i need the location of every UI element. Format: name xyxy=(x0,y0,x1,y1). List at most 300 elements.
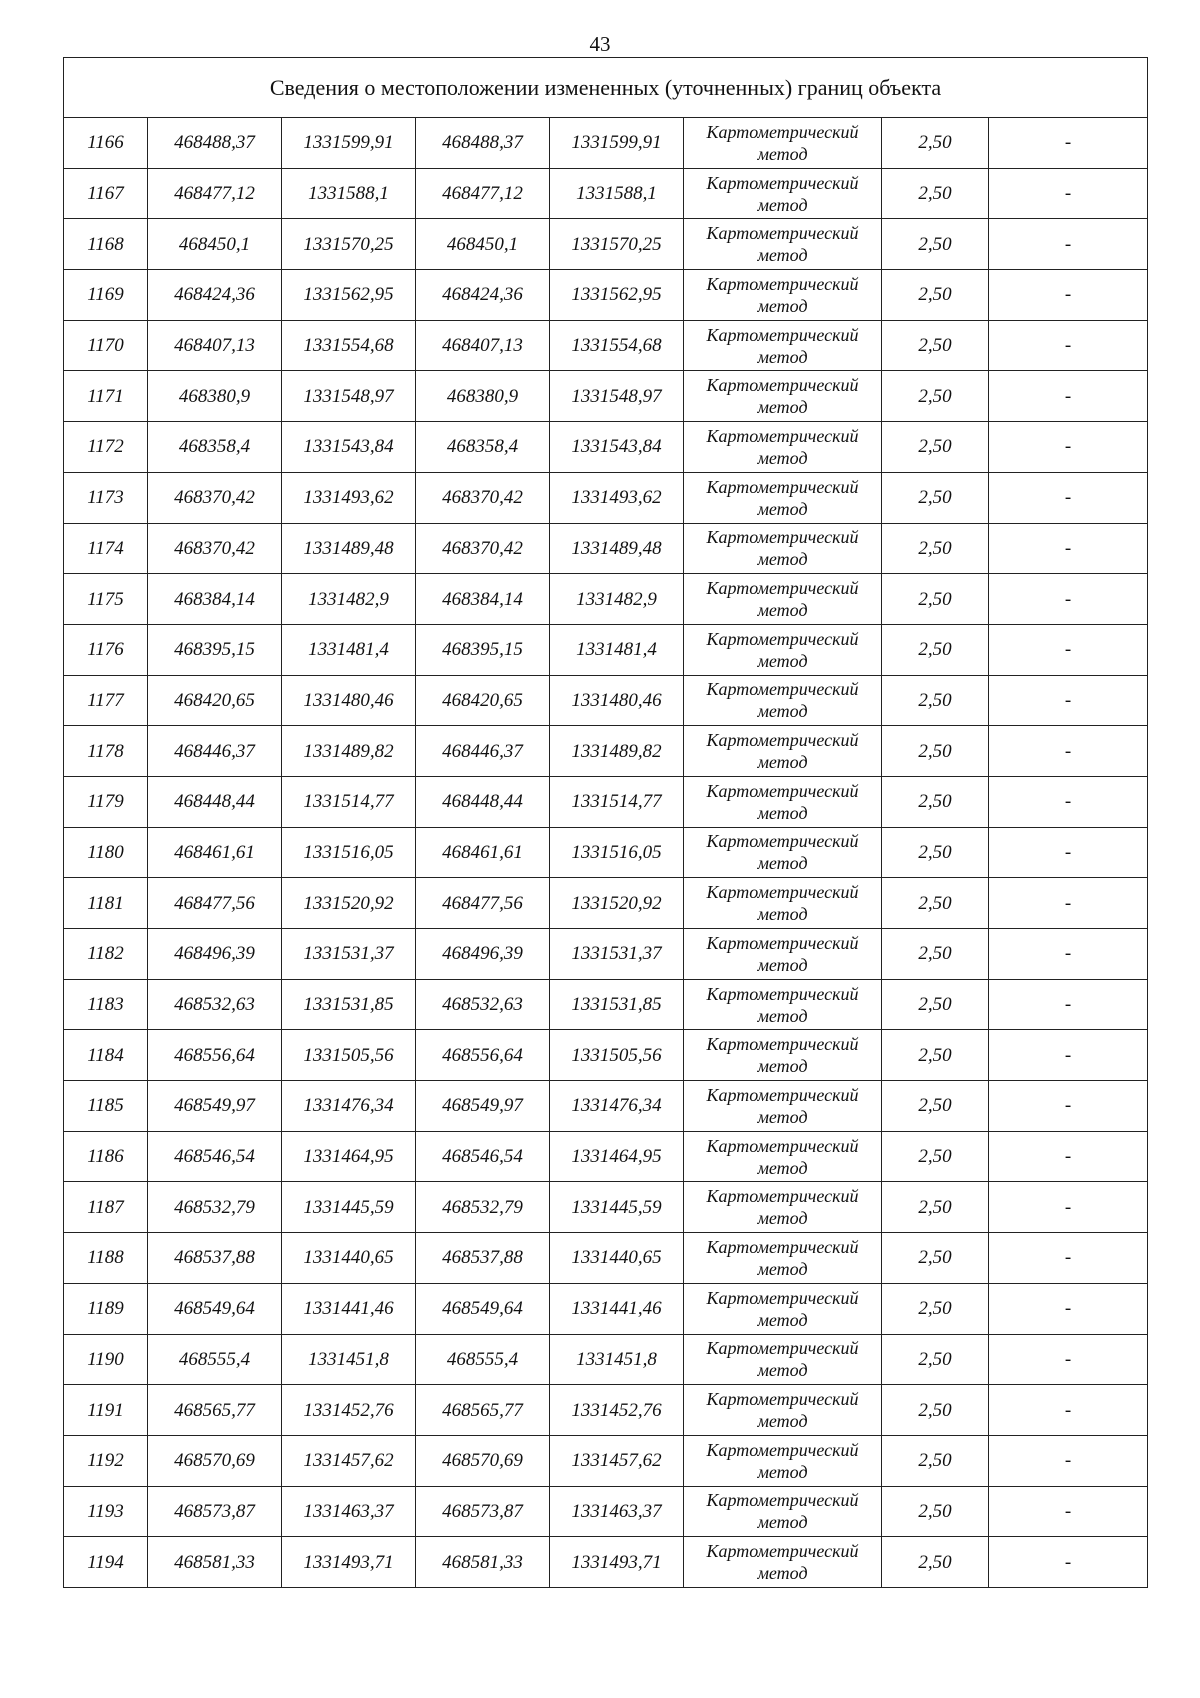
table-row xyxy=(64,1385,1148,1436)
accuracy-cell: 2,50 xyxy=(882,270,989,321)
accuracy-cell: 2,50 xyxy=(882,422,989,473)
refined-y-cell: 1331493,71 xyxy=(550,1537,684,1588)
method-cell xyxy=(684,371,882,422)
note-cell: - xyxy=(989,979,1148,1030)
method-line-1: Картометрический xyxy=(706,375,859,396)
table-row xyxy=(64,1435,1148,1486)
refined-x-cell: 468570,69 xyxy=(416,1435,550,1486)
refined-y-cell: 1331457,62 xyxy=(550,1435,684,1486)
method-cell xyxy=(684,1486,882,1537)
existing-y-cell: 1331562,95 xyxy=(282,270,416,321)
existing-x-cell: 468477,56 xyxy=(148,878,282,929)
refined-y-cell: 1331489,48 xyxy=(550,523,684,574)
point-number-cell: 1194 xyxy=(64,1537,148,1588)
refined-x-cell: 468532,79 xyxy=(416,1182,550,1233)
point-number-cell: 1179 xyxy=(64,776,148,827)
method-line-2: метод xyxy=(757,802,808,823)
refined-y-cell: 1331463,37 xyxy=(550,1486,684,1537)
method-line-2: метод xyxy=(757,447,808,468)
method-cell xyxy=(684,1385,882,1436)
method-line-1: Картометрический xyxy=(706,1084,859,1105)
refined-y-cell: 1331480,46 xyxy=(550,675,684,726)
point-number-cell: 1175 xyxy=(64,574,148,625)
note-cell: - xyxy=(989,1537,1148,1588)
accuracy-cell: 2,50 xyxy=(882,1385,989,1436)
refined-y-cell: 1331531,37 xyxy=(550,929,684,980)
table-row xyxy=(64,1030,1148,1081)
accuracy-cell: 2,50 xyxy=(882,1081,989,1132)
refined-y-cell: 1331493,62 xyxy=(550,472,684,523)
point-number-cell: 1181 xyxy=(64,878,148,929)
refined-y-cell: 1331452,76 xyxy=(550,1385,684,1436)
refined-x-cell: 468370,42 xyxy=(416,523,550,574)
existing-x-cell: 468555,4 xyxy=(148,1334,282,1385)
refined-x-cell: 468448,44 xyxy=(416,776,550,827)
existing-x-cell: 468573,87 xyxy=(148,1486,282,1537)
existing-x-cell: 468461,61 xyxy=(148,827,282,878)
method-line-2: метод xyxy=(757,1411,808,1432)
table-row xyxy=(64,675,1148,726)
refined-y-cell: 1331451,8 xyxy=(550,1334,684,1385)
refined-x-cell: 468549,97 xyxy=(416,1081,550,1132)
table-title-row xyxy=(64,58,1148,118)
method-line-1: Картометрический xyxy=(706,172,859,193)
accuracy-cell: 2,50 xyxy=(882,1131,989,1182)
method-cell xyxy=(684,1283,882,1334)
method-line-1: Картометрический xyxy=(706,628,859,649)
note-cell: - xyxy=(989,574,1148,625)
accuracy-cell: 2,50 xyxy=(882,726,989,777)
note-cell: - xyxy=(989,1131,1148,1182)
note-cell: - xyxy=(989,1030,1148,1081)
table-row xyxy=(64,1182,1148,1233)
existing-y-cell: 1331463,37 xyxy=(282,1486,416,1537)
method-cell xyxy=(684,118,882,169)
refined-x-cell: 468537,88 xyxy=(416,1233,550,1284)
existing-x-cell: 468488,37 xyxy=(148,118,282,169)
refined-y-cell: 1331482,9 xyxy=(550,574,684,625)
refined-x-cell: 468532,63 xyxy=(416,979,550,1030)
accuracy-cell: 2,50 xyxy=(882,1537,989,1588)
existing-x-cell: 468496,39 xyxy=(148,929,282,980)
note-cell: - xyxy=(989,776,1148,827)
method-line-2: метод xyxy=(757,1157,808,1178)
method-line-1: Картометрический xyxy=(706,273,859,294)
point-number-cell: 1185 xyxy=(64,1081,148,1132)
existing-y-cell: 1331464,95 xyxy=(282,1131,416,1182)
refined-x-cell: 468461,61 xyxy=(416,827,550,878)
refined-y-cell: 1331554,68 xyxy=(550,320,684,371)
method-cell xyxy=(684,320,882,371)
refined-x-cell: 468555,4 xyxy=(416,1334,550,1385)
existing-x-cell: 468380,9 xyxy=(148,371,282,422)
refined-x-cell: 468477,12 xyxy=(416,168,550,219)
table-row xyxy=(64,1081,1148,1132)
refined-x-cell: 468446,37 xyxy=(416,726,550,777)
method-line-2: метод xyxy=(757,904,808,925)
existing-y-cell: 1331489,48 xyxy=(282,523,416,574)
refined-x-cell: 468420,65 xyxy=(416,675,550,726)
method-cell xyxy=(684,726,882,777)
existing-y-cell: 1331520,92 xyxy=(282,878,416,929)
note-cell: - xyxy=(989,422,1148,473)
existing-x-cell: 468424,36 xyxy=(148,270,282,321)
accuracy-cell: 2,50 xyxy=(882,472,989,523)
accuracy-cell: 2,50 xyxy=(882,219,989,270)
refined-y-cell: 1331445,59 xyxy=(550,1182,684,1233)
method-line-1: Картометрический xyxy=(706,223,859,244)
accuracy-cell: 2,50 xyxy=(882,168,989,219)
note-cell: - xyxy=(989,929,1148,980)
method-line-1: Картометрический xyxy=(706,1389,859,1410)
point-number-cell: 1176 xyxy=(64,624,148,675)
note-cell: - xyxy=(989,878,1148,929)
method-line-1: Картометрический xyxy=(706,882,859,903)
point-number-cell: 1168 xyxy=(64,219,148,270)
point-number-cell: 1177 xyxy=(64,675,148,726)
existing-y-cell: 1331451,8 xyxy=(282,1334,416,1385)
existing-y-cell: 1331480,46 xyxy=(282,675,416,726)
refined-y-cell: 1331489,82 xyxy=(550,726,684,777)
method-cell xyxy=(684,1233,882,1284)
method-line-1: Картометрический xyxy=(706,1236,859,1257)
refined-y-cell: 1331588,1 xyxy=(550,168,684,219)
method-cell xyxy=(684,1334,882,1385)
table-row xyxy=(64,118,1148,169)
boundary-coordinates-table xyxy=(63,57,1148,1588)
existing-y-cell: 1331548,97 xyxy=(282,371,416,422)
accuracy-cell: 2,50 xyxy=(882,1182,989,1233)
method-line-2: метод xyxy=(757,1512,808,1533)
point-number-cell: 1178 xyxy=(64,726,148,777)
accuracy-cell: 2,50 xyxy=(882,878,989,929)
method-cell xyxy=(684,1081,882,1132)
note-cell: - xyxy=(989,371,1148,422)
existing-y-cell: 1331457,62 xyxy=(282,1435,416,1486)
method-cell xyxy=(684,168,882,219)
table-row xyxy=(64,574,1148,625)
method-cell xyxy=(684,1131,882,1182)
method-line-2: метод xyxy=(757,346,808,367)
accuracy-cell: 2,50 xyxy=(882,118,989,169)
existing-x-cell: 468420,65 xyxy=(148,675,282,726)
existing-x-cell: 468565,77 xyxy=(148,1385,282,1436)
method-line-1: Картометрический xyxy=(706,121,859,142)
existing-y-cell: 1331441,46 xyxy=(282,1283,416,1334)
accuracy-cell: 2,50 xyxy=(882,776,989,827)
table-row xyxy=(64,219,1148,270)
existing-y-cell: 1331481,4 xyxy=(282,624,416,675)
accuracy-cell: 2,50 xyxy=(882,523,989,574)
existing-y-cell: 1331570,25 xyxy=(282,219,416,270)
method-line-1: Картометрический xyxy=(706,983,859,1004)
refined-x-cell: 468395,15 xyxy=(416,624,550,675)
accuracy-cell: 2,50 xyxy=(882,624,989,675)
method-line-1: Картометрический xyxy=(706,476,859,497)
method-cell xyxy=(684,929,882,980)
note-cell: - xyxy=(989,472,1148,523)
existing-x-cell: 468395,15 xyxy=(148,624,282,675)
method-line-2: метод xyxy=(757,194,808,215)
table-row xyxy=(64,371,1148,422)
refined-y-cell: 1331531,85 xyxy=(550,979,684,1030)
refined-x-cell: 468581,33 xyxy=(416,1537,550,1588)
method-line-1: Картометрический xyxy=(706,578,859,599)
existing-x-cell: 468370,42 xyxy=(148,523,282,574)
accuracy-cell: 2,50 xyxy=(882,827,989,878)
existing-x-cell: 468358,4 xyxy=(148,422,282,473)
point-number-cell: 1182 xyxy=(64,929,148,980)
method-line-1: Картометрический xyxy=(706,1287,859,1308)
refined-x-cell: 468384,14 xyxy=(416,574,550,625)
method-cell xyxy=(684,827,882,878)
existing-y-cell: 1331445,59 xyxy=(282,1182,416,1233)
note-cell: - xyxy=(989,726,1148,777)
method-line-2: метод xyxy=(757,143,808,164)
point-number-cell: 1192 xyxy=(64,1435,148,1486)
note-cell: - xyxy=(989,168,1148,219)
existing-x-cell: 468532,79 xyxy=(148,1182,282,1233)
method-cell xyxy=(684,219,882,270)
method-line-1: Картометрический xyxy=(706,1034,859,1055)
existing-x-cell: 468384,14 xyxy=(148,574,282,625)
note-cell: - xyxy=(989,1334,1148,1385)
point-number-cell: 1183 xyxy=(64,979,148,1030)
method-line-2: метод xyxy=(757,1360,808,1381)
method-cell xyxy=(684,979,882,1030)
table-row xyxy=(64,422,1148,473)
table-row xyxy=(64,979,1148,1030)
table-row xyxy=(64,270,1148,321)
point-number-cell: 1193 xyxy=(64,1486,148,1537)
method-cell xyxy=(684,1030,882,1081)
table-row xyxy=(64,1334,1148,1385)
table-row xyxy=(64,1537,1148,1588)
existing-x-cell: 468556,64 xyxy=(148,1030,282,1081)
table-row xyxy=(64,878,1148,929)
accuracy-cell: 2,50 xyxy=(882,1283,989,1334)
point-number-cell: 1171 xyxy=(64,371,148,422)
method-line-2: метод xyxy=(757,1563,808,1584)
existing-y-cell: 1331476,34 xyxy=(282,1081,416,1132)
note-cell: - xyxy=(989,1486,1148,1537)
existing-x-cell: 468448,44 xyxy=(148,776,282,827)
method-line-1: Картометрический xyxy=(706,679,859,700)
table-row xyxy=(64,1283,1148,1334)
existing-x-cell: 468549,97 xyxy=(148,1081,282,1132)
existing-x-cell: 468546,54 xyxy=(148,1131,282,1182)
refined-x-cell: 468407,13 xyxy=(416,320,550,371)
refined-y-cell: 1331543,84 xyxy=(550,422,684,473)
method-cell xyxy=(684,675,882,726)
refined-y-cell: 1331441,46 xyxy=(550,1283,684,1334)
note-cell: - xyxy=(989,1081,1148,1132)
method-line-1: Картометрический xyxy=(706,780,859,801)
refined-x-cell: 468549,64 xyxy=(416,1283,550,1334)
existing-y-cell: 1331505,56 xyxy=(282,1030,416,1081)
method-cell xyxy=(684,574,882,625)
method-line-1: Картометрический xyxy=(706,730,859,751)
existing-y-cell: 1331531,85 xyxy=(282,979,416,1030)
method-cell xyxy=(684,776,882,827)
refined-x-cell: 468450,1 xyxy=(416,219,550,270)
method-line-1: Картометрический xyxy=(706,932,859,953)
method-line-2: метод xyxy=(757,853,808,874)
refined-y-cell: 1331505,56 xyxy=(550,1030,684,1081)
method-line-2: метод xyxy=(757,650,808,671)
method-line-1: Картометрический xyxy=(706,1186,859,1207)
accuracy-cell: 2,50 xyxy=(882,574,989,625)
method-line-2: метод xyxy=(757,1106,808,1127)
table-row xyxy=(64,776,1148,827)
note-cell: - xyxy=(989,523,1148,574)
refined-x-cell: 468358,4 xyxy=(416,422,550,473)
method-cell xyxy=(684,523,882,574)
method-line-2: метод xyxy=(757,1258,808,1279)
existing-y-cell: 1331493,71 xyxy=(282,1537,416,1588)
point-number-cell: 1166 xyxy=(64,118,148,169)
existing-x-cell: 468370,42 xyxy=(148,472,282,523)
method-cell xyxy=(684,1435,882,1486)
method-line-2: метод xyxy=(757,1309,808,1330)
point-number-cell: 1169 xyxy=(64,270,148,321)
note-cell: - xyxy=(989,1182,1148,1233)
existing-x-cell: 468446,37 xyxy=(148,726,282,777)
method-line-2: метод xyxy=(757,397,808,418)
existing-y-cell: 1331452,76 xyxy=(282,1385,416,1436)
method-cell xyxy=(684,1537,882,1588)
point-number-cell: 1191 xyxy=(64,1385,148,1436)
existing-x-cell: 468570,69 xyxy=(148,1435,282,1486)
refined-y-cell: 1331440,65 xyxy=(550,1233,684,1284)
method-line-1: Картометрический xyxy=(706,324,859,345)
table-row xyxy=(64,1233,1148,1284)
method-line-2: метод xyxy=(757,1056,808,1077)
table-row xyxy=(64,827,1148,878)
accuracy-cell: 2,50 xyxy=(882,1233,989,1284)
table-title: Сведения о местоположении измененных (уточненных) границ объекта xyxy=(64,58,1148,118)
existing-x-cell: 468450,1 xyxy=(148,219,282,270)
method-line-1: Картометрический xyxy=(706,1541,859,1562)
table-row xyxy=(64,168,1148,219)
refined-x-cell: 468556,64 xyxy=(416,1030,550,1081)
existing-y-cell: 1331516,05 xyxy=(282,827,416,878)
method-line-1: Картометрический xyxy=(706,1338,859,1359)
existing-x-cell: 468407,13 xyxy=(148,320,282,371)
point-number-cell: 1170 xyxy=(64,320,148,371)
refined-y-cell: 1331476,34 xyxy=(550,1081,684,1132)
existing-y-cell: 1331599,91 xyxy=(282,118,416,169)
note-cell: - xyxy=(989,118,1148,169)
refined-y-cell: 1331481,4 xyxy=(550,624,684,675)
refined-x-cell: 468370,42 xyxy=(416,472,550,523)
table-row xyxy=(64,320,1148,371)
table-row xyxy=(64,523,1148,574)
note-cell: - xyxy=(989,1283,1148,1334)
note-cell: - xyxy=(989,827,1148,878)
point-number-cell: 1172 xyxy=(64,422,148,473)
point-number-cell: 1190 xyxy=(64,1334,148,1385)
point-number-cell: 1184 xyxy=(64,1030,148,1081)
method-line-1: Картометрический xyxy=(706,425,859,446)
method-line-1: Картометрический xyxy=(706,1490,859,1511)
method-line-2: метод xyxy=(757,245,808,266)
refined-x-cell: 468424,36 xyxy=(416,270,550,321)
method-line-2: метод xyxy=(757,498,808,519)
existing-x-cell: 468549,64 xyxy=(148,1283,282,1334)
refined-x-cell: 468488,37 xyxy=(416,118,550,169)
table-row xyxy=(64,624,1148,675)
accuracy-cell: 2,50 xyxy=(882,1030,989,1081)
table-row xyxy=(64,726,1148,777)
note-cell: - xyxy=(989,320,1148,371)
accuracy-cell: 2,50 xyxy=(882,371,989,422)
table-row xyxy=(64,929,1148,980)
note-cell: - xyxy=(989,624,1148,675)
refined-y-cell: 1331548,97 xyxy=(550,371,684,422)
method-cell xyxy=(684,422,882,473)
point-number-cell: 1180 xyxy=(64,827,148,878)
refined-x-cell: 468380,9 xyxy=(416,371,550,422)
method-line-2: метод xyxy=(757,549,808,570)
refined-y-cell: 1331520,92 xyxy=(550,878,684,929)
refined-y-cell: 1331514,77 xyxy=(550,776,684,827)
method-line-2: метод xyxy=(757,295,808,316)
method-line-2: метод xyxy=(757,701,808,722)
table-row xyxy=(64,1486,1148,1537)
existing-y-cell: 1331588,1 xyxy=(282,168,416,219)
accuracy-cell: 2,50 xyxy=(882,1486,989,1537)
method-line-1: Картометрический xyxy=(706,1439,859,1460)
accuracy-cell: 2,50 xyxy=(882,979,989,1030)
method-cell xyxy=(684,878,882,929)
point-number-cell: 1188 xyxy=(64,1233,148,1284)
method-line-2: метод xyxy=(757,752,808,773)
existing-y-cell: 1331482,9 xyxy=(282,574,416,625)
method-cell xyxy=(684,472,882,523)
note-cell: - xyxy=(989,1385,1148,1436)
method-cell xyxy=(684,1182,882,1233)
refined-y-cell: 1331562,95 xyxy=(550,270,684,321)
refined-x-cell: 468496,39 xyxy=(416,929,550,980)
existing-y-cell: 1331489,82 xyxy=(282,726,416,777)
existing-y-cell: 1331554,68 xyxy=(282,320,416,371)
point-number-cell: 1187 xyxy=(64,1182,148,1233)
accuracy-cell: 2,50 xyxy=(882,929,989,980)
existing-y-cell: 1331493,62 xyxy=(282,472,416,523)
method-cell xyxy=(684,624,882,675)
point-number-cell: 1173 xyxy=(64,472,148,523)
existing-y-cell: 1331543,84 xyxy=(282,422,416,473)
method-line-1: Картометрический xyxy=(706,831,859,852)
existing-y-cell: 1331531,37 xyxy=(282,929,416,980)
refined-x-cell: 468565,77 xyxy=(416,1385,550,1436)
existing-x-cell: 468477,12 xyxy=(148,168,282,219)
table-row xyxy=(64,472,1148,523)
existing-x-cell: 468581,33 xyxy=(148,1537,282,1588)
refined-y-cell: 1331599,91 xyxy=(550,118,684,169)
method-line-2: метод xyxy=(757,954,808,975)
existing-y-cell: 1331514,77 xyxy=(282,776,416,827)
note-cell: - xyxy=(989,219,1148,270)
method-line-1: Картометрический xyxy=(706,527,859,548)
existing-x-cell: 468532,63 xyxy=(148,979,282,1030)
note-cell: - xyxy=(989,1233,1148,1284)
point-number-cell: 1167 xyxy=(64,168,148,219)
method-cell xyxy=(684,270,882,321)
point-number-cell: 1189 xyxy=(64,1283,148,1334)
refined-x-cell: 468573,87 xyxy=(416,1486,550,1537)
